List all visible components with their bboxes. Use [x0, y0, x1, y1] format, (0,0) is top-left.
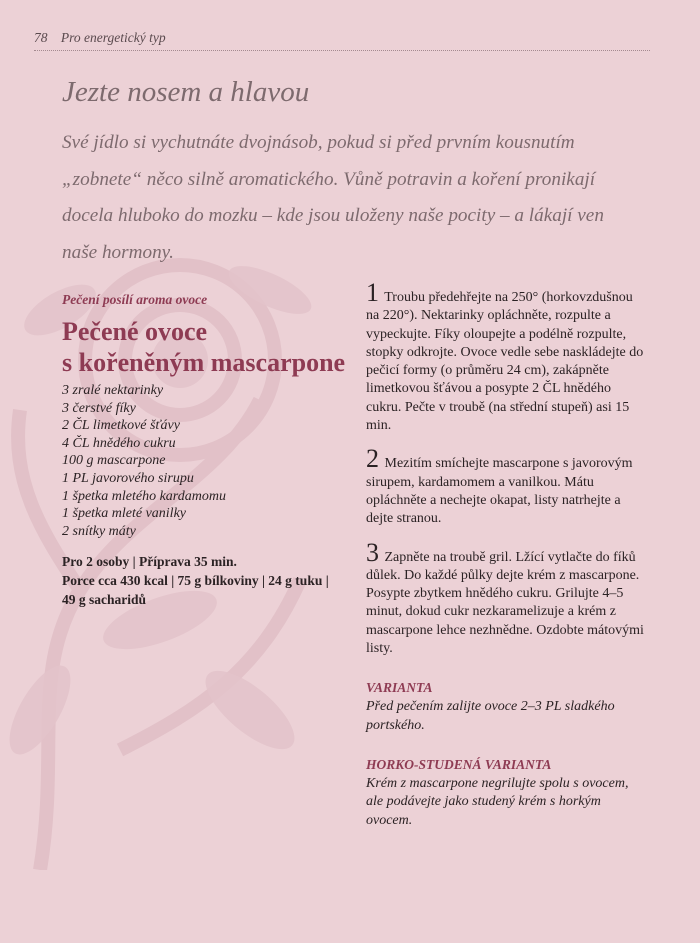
- recipe-panel: [62, 292, 352, 609]
- recipe-meta: [62, 552, 352, 609]
- ingredient-item: 3 čerstvé fíky: [62, 400, 136, 416]
- meta-line: Porce cca 430 kcal | 75 g bílkoviny | 24 g tuku |: [62, 573, 329, 589]
- page-heading: Jezte nosem a hlavou: [62, 76, 310, 108]
- ingredient-item: 2 snítky máty: [62, 523, 136, 539]
- ingredient-item: 3 zralé nektarinky: [62, 383, 164, 398]
- step-1: [366, 278, 644, 435]
- step-2: [366, 444, 644, 528]
- recipe-title-line: Pečené ovoce: [62, 317, 208, 346]
- recipe-title-line: s kořeněným mascarpone: [62, 348, 346, 377]
- intro-line: naše hormony.: [62, 241, 174, 263]
- ingredient-item: 1 špetka mleté vanilky: [62, 506, 187, 522]
- variant-text: Krém z mascarpone negrilujte spolu s ovocem, ale podávejte jako studený krém s horkým ovocem.: [366, 775, 629, 828]
- ingredient-item: 1 PL javorového sirupu: [62, 470, 194, 486]
- running-header: [34, 30, 650, 51]
- meta-line: Pro 2 osoby | Příprava 35 min.: [62, 554, 237, 570]
- intro-line: docela hluboko do mozku – kde jsou uloženy naše pocity – a lákají ven: [62, 205, 604, 226]
- recipe-title: [62, 316, 352, 378]
- intro-line: „zobnete“ něco silně aromatického. Vůně potravin a koření pronikají: [62, 168, 596, 190]
- variant-heading: VARIANTA: [366, 680, 433, 696]
- step-number: 1: [366, 278, 379, 307]
- ingredient-item: 2 ČL limetkové šťávy: [62, 418, 180, 434]
- step-number: 3: [366, 537, 379, 567]
- instructions-panel: [366, 278, 644, 830]
- intro-paragraph: [62, 125, 662, 271]
- meta-line: 49 g sacharidů: [62, 592, 147, 608]
- step-text: Zapněte na troubě gril. Lžící vytlačte do fíků důlek. Do každé půlky dejte krém z mascarpone. Posypte zbytkem hnědého cukru. Grilujte 4–5 minut, dokud cukr nezkaramelizuje a krém z mascarpone lehce nezhnědne. Ozdobte mátovými listy.: [366, 549, 644, 657]
- ingredient-item: 4 ČL hnědého cukru: [62, 435, 176, 451]
- step-number: 2: [366, 444, 379, 474]
- step-text: Troubu předehřejte na 250° (horkovzdušnou na 220°). Nektarinky opláchněte, rozpulte a vypeckujte. Fíky oloupejte a podélně rozpulte, stopky odkrojte. Ovoce vedle sebe naskládejte do pečicí formy (o průměru 24 cm), zakápněte limetkovou šťávou a posypte 2 ČL hnědého cukru. Pečte v troubě (na střední stupeň) asi 15 min.: [366, 290, 644, 434]
- ingredient-item: 1 špetka mletého kardamomu: [62, 488, 226, 504]
- ingredient-item: 100 g mascarpone: [62, 453, 166, 469]
- variant-heading: HORKO-STUDENÁ VARIANTA: [366, 756, 552, 772]
- intro-line: Své jídlo si vychutnáte dvojnásob, pokud si před prvním kousnutím: [62, 132, 575, 153]
- variant-text: Před pečením zalijte ovoce 2–3 PL sladkého portského.: [366, 699, 615, 733]
- ingredient-list: [62, 382, 352, 540]
- page-number: 78: [34, 30, 48, 45]
- recipe-kicker: Pečení posílí aroma ovoce: [62, 292, 208, 307]
- step-text: Mezitím smíchejte mascarpone s javorovým sirupem, kardamomem a vanilkou. Mátu opláchněte a nechejte okapat, listy natrhejte a dejte stranou.: [366, 456, 633, 527]
- step-3: [366, 537, 644, 659]
- section-title: Pro energetický typ: [60, 30, 166, 45]
